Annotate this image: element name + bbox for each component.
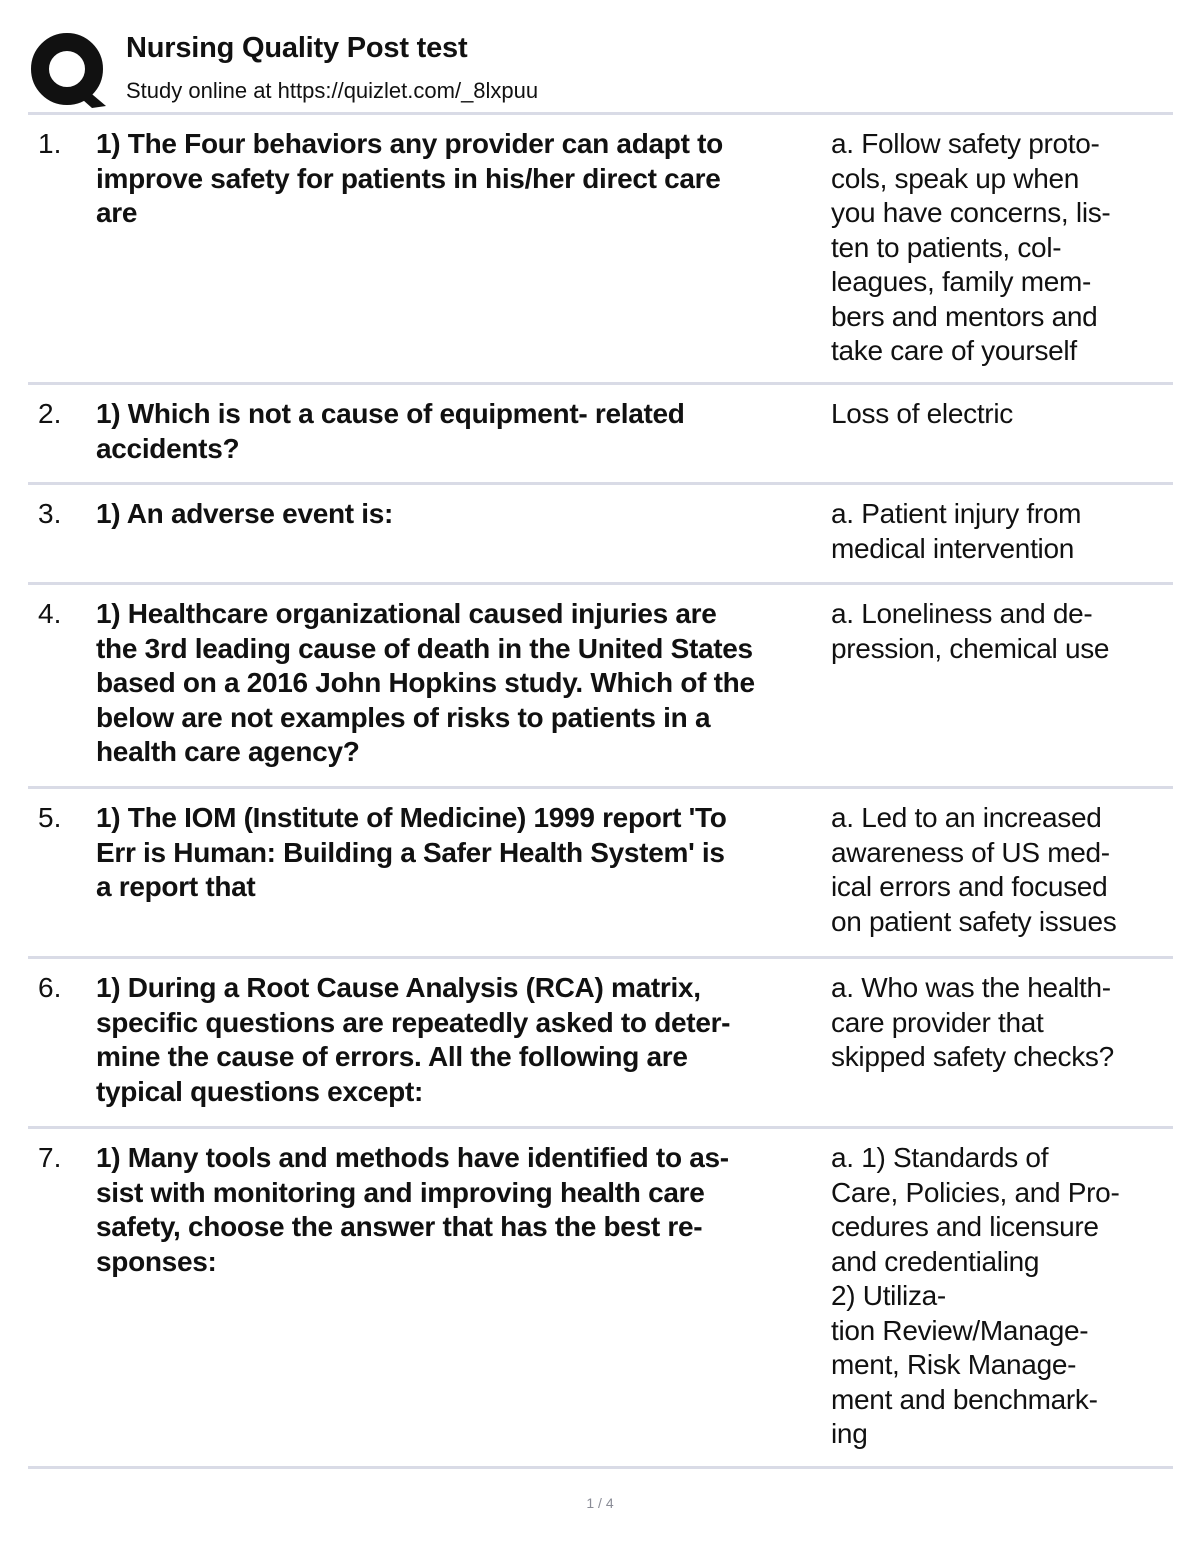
- term-line: 1) During a Root Cause Analysis (RCA) matrix,: [96, 972, 701, 1003]
- term-line: 1) Many tools and methods have identified to as-: [96, 1142, 729, 1173]
- term-line: a report that: [96, 871, 256, 902]
- definition-line: a. Who was the health-: [831, 972, 1111, 1003]
- card-number: 5.: [38, 802, 62, 833]
- definition-line: ment, Risk Manage-: [831, 1349, 1077, 1380]
- card-definition: [831, 497, 1176, 566]
- flashcard-row: [28, 115, 1173, 385]
- term-line: sist with monitoring and improving health care: [96, 1176, 705, 1208]
- header: [28, 28, 1173, 112]
- definition-line: a. 1) Standards of: [831, 1142, 1049, 1173]
- definition-line: on patient safety issues: [831, 905, 1117, 937]
- definition-line: a. Loneliness and de-: [831, 598, 1093, 629]
- card-term: [96, 801, 831, 905]
- card-number: 7.: [38, 1142, 62, 1173]
- term-line: 1) Healthcare organizational caused injuries are: [96, 598, 717, 629]
- flashcard-row: [28, 385, 1173, 485]
- card-definition: [831, 397, 1176, 432]
- definition-line: ical errors and focused: [831, 871, 1108, 902]
- flashcard-row: [28, 959, 1173, 1129]
- flashcard-list: [28, 115, 1173, 1469]
- definition-line: and credentialing: [831, 1245, 1040, 1277]
- flashcard-row: [28, 789, 1173, 959]
- card-definition: [831, 971, 1176, 1075]
- definition-line: leagues, family mem-: [831, 266, 1092, 297]
- card-term: [96, 971, 831, 1109]
- definition-line: 2) Utiliza-: [831, 1280, 946, 1311]
- term-line: based on a 2016 John Hopkins study. Which of the: [96, 667, 755, 698]
- definition-line: a. Follow safety proto-: [831, 128, 1100, 159]
- card-term: [96, 497, 831, 532]
- term-line: 1) The IOM (Institute of Medicine) 1999 report 'To: [96, 802, 727, 833]
- definition-line: tion Review/Manage-: [831, 1314, 1089, 1346]
- study-link-text: Study online at https://quizlet.com/_8lxpuu: [126, 78, 539, 103]
- page-title: Nursing Quality Post test: [126, 32, 468, 64]
- card-definition: [831, 801, 1176, 939]
- definition-line: bers and mentors and: [831, 300, 1098, 332]
- definition-line: cedures and licensure: [831, 1211, 1099, 1242]
- definition-line: skipped safety checks?: [831, 1041, 1114, 1072]
- definition-line: you have concerns, lis-: [831, 197, 1111, 228]
- definition-line: a. Led to an increased: [831, 802, 1102, 833]
- flashcard-row: [28, 1129, 1173, 1469]
- term-line: Err is Human: Building a Safer Health System' is: [96, 836, 725, 868]
- definition-line: take care of yourself: [831, 335, 1077, 366]
- term-line: 1) An adverse event is:: [96, 498, 394, 529]
- definition-line: Care, Policies, and Pro-: [831, 1176, 1120, 1208]
- term-line: below are not examples of risks to patients in a: [96, 701, 711, 733]
- card-term: [96, 1141, 831, 1279]
- term-line: improve safety for patients in his/her direct care: [96, 162, 721, 194]
- card-definition: [831, 597, 1176, 666]
- card-definition: [831, 127, 1176, 369]
- term-line: 1) The Four behaviors any provider can adapt to: [96, 128, 723, 159]
- term-line: 1) Which is not a cause of equipment- related: [96, 398, 685, 429]
- term-line: specific questions are repeatedly asked to deter-: [96, 1006, 731, 1038]
- card-number: 4.: [38, 598, 62, 629]
- card-term: [96, 397, 831, 466]
- term-line: accidents?: [96, 432, 240, 464]
- term-line: typical questions except:: [96, 1075, 424, 1107]
- definition-line: ten to patients, col-: [831, 231, 1062, 263]
- card-term: [96, 597, 831, 770]
- definition-line: awareness of US med-: [831, 836, 1110, 868]
- term-line: safety, choose the answer that has the best re-: [96, 1211, 703, 1242]
- page-number: 1 / 4: [586, 1495, 614, 1511]
- definition-line: pression, chemical use: [831, 632, 1110, 664]
- card-definition: [831, 1141, 1176, 1452]
- definition-line: cols, speak up when: [831, 162, 1080, 194]
- definition-line: a. Patient injury from: [831, 498, 1082, 529]
- quizlet-logo-icon: [30, 32, 108, 110]
- term-line: mine the cause of errors. All the following are: [96, 1041, 688, 1072]
- term-line: sponses:: [96, 1245, 217, 1277]
- card-number: 3.: [38, 498, 62, 529]
- card-term: [96, 127, 831, 231]
- definition-line: medical intervention: [831, 532, 1075, 564]
- definition-line: ing: [831, 1418, 868, 1449]
- definition-line: Loss of electric: [831, 398, 1013, 429]
- definition-line: care provider that: [831, 1006, 1044, 1038]
- card-number: 6.: [38, 972, 62, 1003]
- flashcard-row: [28, 585, 1173, 789]
- card-number: 2.: [38, 398, 62, 429]
- flashcard-row: [28, 485, 1173, 585]
- definition-line: ment and benchmark-: [831, 1383, 1098, 1415]
- card-number: 1.: [38, 128, 62, 159]
- term-line: are: [96, 197, 138, 228]
- term-line: the 3rd leading cause of death in the United States: [96, 632, 753, 664]
- term-line: health care agency?: [96, 736, 360, 767]
